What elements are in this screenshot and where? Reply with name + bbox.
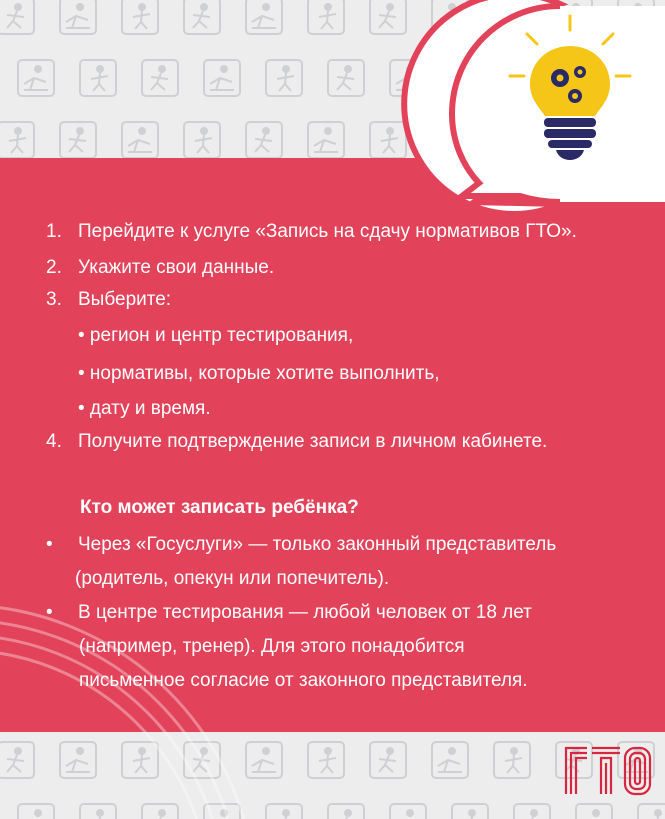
- step-3: [46, 288, 171, 312]
- faq-bullet: [46, 528, 556, 562]
- choice-item: • регион и центр тестирования,: [78, 325, 354, 346]
- bullet-line: письменное согласие от законного представителя.: [79, 670, 528, 691]
- choice-item: • дату и время.: [78, 398, 211, 419]
- step-text: Перейдите к услуге «Запись на сдачу нормативов ГТО».: [78, 221, 577, 242]
- bullet-dot: •: [46, 534, 53, 555]
- step-2: [46, 256, 274, 280]
- step-text: Выберите:: [78, 289, 172, 310]
- step-number: 4.: [46, 431, 62, 452]
- faq-bullet: [46, 596, 532, 630]
- faq-heading: Кто может записать ребёнка?: [80, 497, 359, 518]
- bullet-line: (родитель, опекун или попечитель).: [75, 568, 390, 589]
- step-number: 1.: [46, 221, 62, 242]
- step-4: [46, 430, 547, 454]
- gto-logo: [563, 744, 653, 796]
- step-1: [46, 220, 577, 244]
- step-text: Укажите свои данные.: [78, 257, 275, 278]
- step-number: 2.: [46, 257, 62, 278]
- bullet-line: Через «Госуслуги» — только законный представитель: [78, 534, 557, 555]
- bullet-dot: •: [46, 602, 53, 623]
- step-number: 3.: [46, 289, 62, 310]
- bullet-line: В центре тестирования — любой человек от 18 лет: [78, 602, 532, 623]
- step-text: Получите подтверждение записи в личном кабинете.: [78, 431, 548, 452]
- choice-item: • нормативы, которые хотите выполнить,: [78, 363, 440, 384]
- bullet-line: (например, тренер). Для этого понадобится: [79, 636, 465, 657]
